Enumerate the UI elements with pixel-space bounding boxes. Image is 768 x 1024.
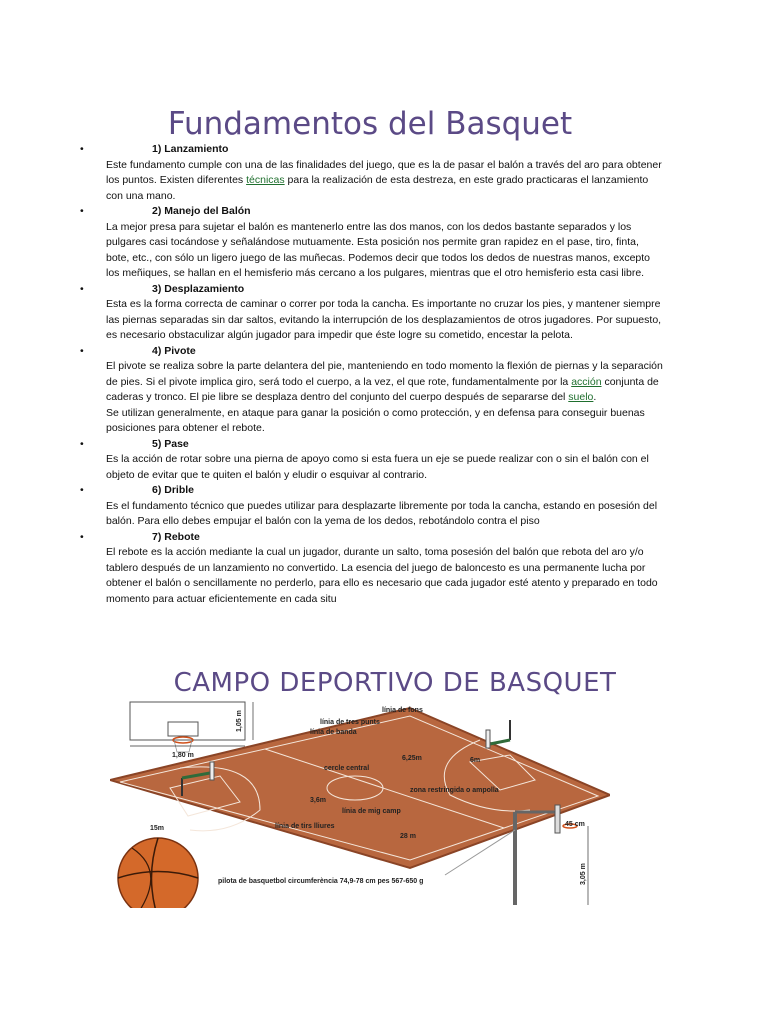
- link-suelo[interactable]: suelo: [568, 391, 594, 403]
- list-item: [80, 282, 665, 344]
- dim-3-05m: 3,05 m: [580, 863, 587, 885]
- dim-arc: 6,25m: [402, 755, 422, 762]
- label-linia-tres: línia de tres punts: [320, 719, 380, 726]
- court-illustration: [110, 700, 610, 908]
- right-backboard: [486, 730, 490, 748]
- ball-body: [118, 838, 198, 908]
- label-linia-tirs: línia de tirs lliures: [275, 823, 335, 830]
- left-backboard: [210, 762, 214, 780]
- dim-backboard-width: 1,80 m: [172, 752, 194, 759]
- paragraph-text: para la realización de esta destreza, en este grado practicaras el lanzamiento con una mano.: [106, 174, 649, 202]
- section-paragraph-2: Se utilizan generalmente, en ataque para ganar la posición o como protección, y en defensa para conseguir buenas posiciones para obtener el rebote.: [106, 406, 645, 434]
- section-heading: 6) Drible: [152, 484, 195, 496]
- paragraph-text: El pivote se realiza sobre la parte delantera del pie, manteniendo en todo momento la flexión de piernas y la separación de pies. Si el pivote implica giro, será todo el cuerpo, a la vez, el que rote, fundamentalmente por la: [106, 360, 663, 388]
- label-zona: zona restringida o ampolla: [410, 787, 499, 794]
- label-linia-banda: línia de banda: [310, 729, 357, 736]
- bullet: •: [80, 282, 84, 295]
- paragraph-text: .: [593, 391, 597, 403]
- bullet: •: [80, 205, 84, 217]
- section-paragraph: [80, 359, 665, 406]
- paragraph-text: conjunta de caderas y tronco. El pie libre se desplaza dentro del conjunto del cuerpo después de separarse del: [106, 375, 659, 403]
- bullet: •: [80, 437, 84, 450]
- section-heading: 7) Rebote: [152, 530, 200, 543]
- dim-45cm: 45 cm: [565, 821, 585, 828]
- label-cercle-central: cercle central: [324, 765, 370, 772]
- label-linia-mig: línia de mig camp: [342, 808, 401, 815]
- list-item: [80, 530, 665, 608]
- bullet: •: [80, 530, 84, 543]
- section-paragraph: Es la acción de rotar sobre una pierna de apoyo como si esta fuera un eje se puede realizar con o sin el balón con el objeto de evitar que te quiten el balón y eludir o esquivar al contrario.: [106, 453, 649, 481]
- dim-3-6m: 3,6m: [310, 797, 326, 804]
- list-item: [80, 344, 665, 437]
- section-heading: 1) Lanzamiento: [152, 143, 229, 155]
- section-heading: 2) Manejo del Balón: [152, 205, 251, 217]
- section-paragraph: Esta es la forma correcta de caminar o correr por toda la cancha. Es importante no cruzar los pies, y mantener siempre las piernas separadas sin dar saltos, evitando la interrupción de los desplazamientos de otros jugadores. Por supuesto, es necesario obstaculizar algún jugador para impedir que éste logre su cometido, encestar la pelota.: [106, 298, 662, 341]
- bullet: •: [80, 484, 84, 496]
- ball-caption: pilota de basquetbol circumferència 74,9-78 cm pes 567-650 g: [218, 878, 424, 885]
- section-heading: 3) Desplazamiento: [152, 282, 245, 295]
- section-heading: 4) Pivote: [152, 344, 196, 357]
- dim-28m: 28 m: [400, 833, 416, 840]
- bullet: •: [80, 344, 84, 357]
- section-paragraph: La mejor presa para sujetar el balón es mantenerlo entre las dos manos, con los dedos bastante separados y los pulgares casi tocándose y señalándose mutuamente. Esta posición nos permite gran rapidez en el pase, tiro, finta, bote, etc., con sólo un ligero juego de las muñecas. Podemos decir que todos los dedos de nuestras manos, excepto los meñiques, se hallan en el hemisferio más cercano a los pulgares, mientras que el otro hemisferio esta casi libre.: [106, 220, 651, 279]
- section-paragraph: Es el fundamento técnico que puedes utilizar para desplazarte libremente por toda la cancha, estando en posesión del balón. Para ello debes empujar el balón con la yema de los dedos, rebotándolo contra el piso: [106, 499, 658, 527]
- right-hoop-arm: [490, 740, 510, 744]
- label-linia-fons: línia de fons: [382, 707, 423, 714]
- list-item: [80, 204, 665, 282]
- link-tecnicas[interactable]: técnicas: [246, 174, 285, 186]
- dim-6m: 6m: [470, 757, 481, 764]
- basketball-court-diagram: [110, 700, 610, 908]
- sections-list: [80, 142, 665, 607]
- section-heading: 5) Pase: [152, 437, 189, 450]
- paragraph-text: Este fundamento cumple con una de las finalidades del juego, que es la de pasar el balón a través del aro para obtener los puntos. Existen diferentes: [106, 158, 662, 186]
- page-title: Fundamentos del Basquet: [167, 106, 573, 142]
- section-paragraph: El rebote es la acción mediante la cual un jugador, durante un salto, toma posesión del balón que rebota del aro y/o tablero después de un lanzamiento no convertido. La esencia del juego de baloncesto es una permanente lucha por obtener el balón o sencillamente no perderlo, para ello es necesario que cada jugador esté atento y preparado en todo momento para actuar eficientemente en cada situ: [106, 546, 658, 605]
- list-item: [80, 437, 665, 484]
- court-section-title: CAMPO DEPORTIVO DE BASQUET: [173, 668, 617, 698]
- dim-15m: 15m: [150, 825, 165, 832]
- link-accion[interactable]: acción: [571, 375, 602, 388]
- basketball-icon: [118, 838, 198, 908]
- dim-backboard-height: 1,05 m: [236, 710, 243, 732]
- backboard-outline: [130, 702, 245, 740]
- section-paragraph: [80, 158, 665, 205]
- list-item: [80, 142, 665, 204]
- list-item: [80, 483, 665, 530]
- bullet: •: [80, 143, 84, 155]
- stand-backboard: [555, 805, 560, 833]
